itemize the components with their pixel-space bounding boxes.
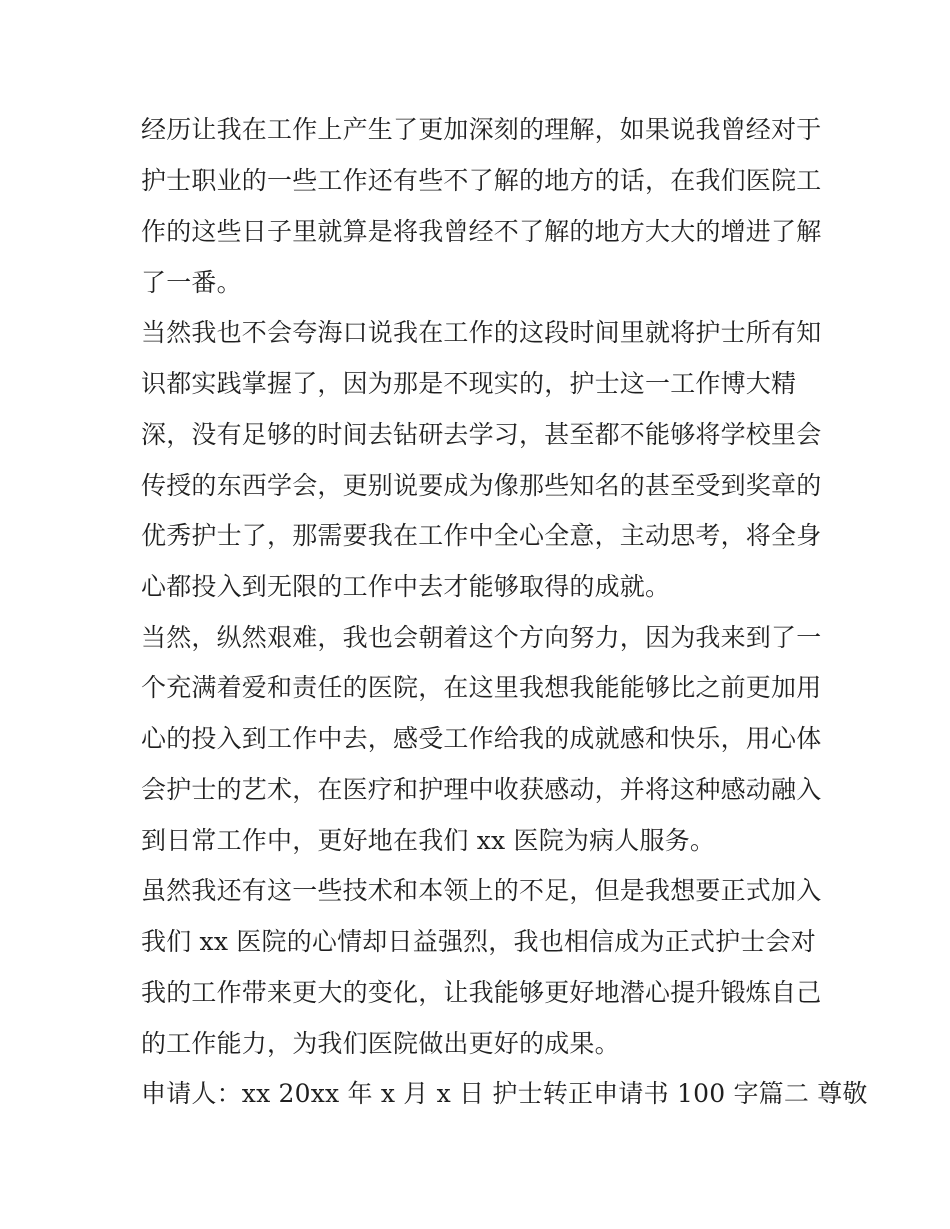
text-line: 我的工作带来更大的变化，让我能够更好地潜心提升锻炼自己 xyxy=(141,978,822,1007)
text-line: 优秀护士了，那需要我在工作中全心全意，主动思考，将全身 xyxy=(141,521,822,550)
text-line: 的工作能力，为我们医院做出更好的成果。 xyxy=(141,1029,620,1058)
text-line: 识都实践掌握了，因为那是不现实的，护士这一工作博大精 xyxy=(141,369,797,398)
text-line: 心都投入到无限的工作中去才能够取得的成就。 xyxy=(141,572,671,601)
text-line: 个充满着爱和责任的医院，在这里我想我能能够比之前更加用 xyxy=(141,673,822,702)
text-line: 到日常工作中，更好地在我们 xx 医院为病人服务。 xyxy=(141,826,716,855)
text-line: 当然，纵然艰难，我也会朝着这个方向努力，因为我来到了一 xyxy=(141,623,822,652)
text-line: 心的投入到工作中去，感受工作给我的成就感和快乐，用心体 xyxy=(141,724,822,753)
text-line: 作的这些日子里就算是将我曾经不了解的地方大大的增进了解 xyxy=(141,217,822,246)
text-line: 经历让我在工作上产生了更加深刻的理解，如果说我曾经对于 xyxy=(141,115,822,144)
text-line: 深，没有足够的时间去钻研去学习，甚至都不能够将学校里会 xyxy=(141,420,822,449)
text-line: 我们 xx 医院的心情却日益强烈，我也相信成为正式护士会对 xyxy=(141,927,816,956)
text-line: 当然我也不会夸海口说我在工作的这段时间里就将护士所有知 xyxy=(141,318,822,347)
text-line: 申请人：xx 20xx 年 x 月 x 日 护士转正申请书 100 字篇二 尊敬 xyxy=(141,1079,868,1108)
text-line: 了一番。 xyxy=(141,268,242,297)
text-line: 会护士的艺术，在医疗和护理中收获感动，并将这种感动融入 xyxy=(141,775,822,804)
text-line: 虽然我还有这一些技术和本领上的不足，但是我想要正式加入 xyxy=(141,876,822,905)
text-line: 护士职业的一些工作还有些不了解的地方的话，在我们医院工 xyxy=(141,166,822,195)
text-line: 传授的东西学会，更别说要成为像那些知名的甚至受到奖章的 xyxy=(141,471,822,500)
